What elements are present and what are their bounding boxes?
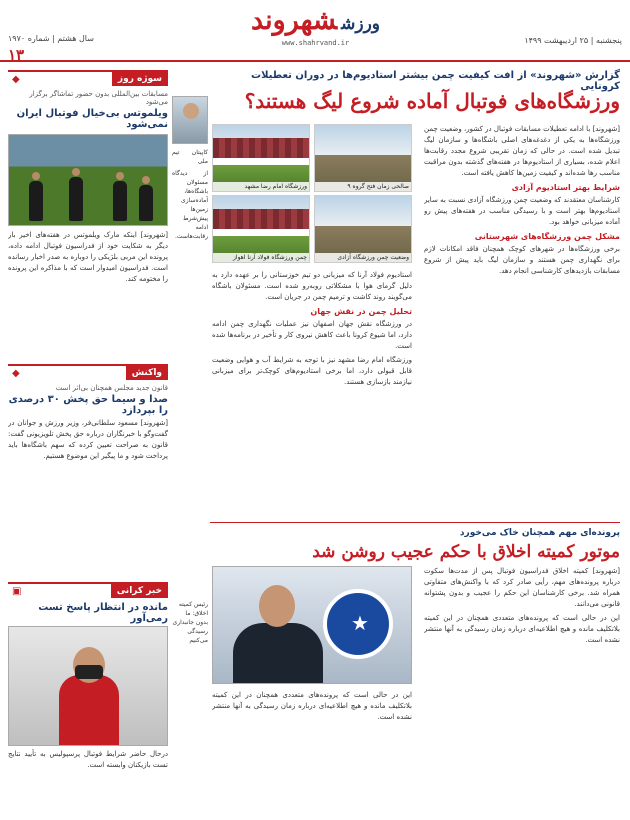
subheading: مشکل چمن ورزشگاه‌های شهرستانی — [474, 232, 620, 241]
body-text: برخی ورزشگاه‌ها در شهرهای کوچک همچنان فاقد امکانات لازم برای نگهداری چمن هستند و سازمان لیگ باید پیش از شروع مسابقات بازدیدهای کارشناسی انجام دهد. — [424, 245, 620, 275]
logo-section: ورزش — [341, 14, 381, 34]
bottom-column-1 — [424, 566, 620, 810]
newspaper-logo — [233, 6, 398, 50]
body-text: [شهروند] اینکه مارک ویلموتس در هفته‌های اخیر بار دیگر به شکایت خود از فدراسیون فوتبال ادامه داده، پرونده این مربی بلژیکی را دوباره به صدر اخبار رسانده است. فدراسیون امیدوار است که با مذاکره این پرونده را مختومه کند. — [8, 231, 168, 283]
logo-text: شهروند — [250, 5, 338, 36]
bottom-side-quote: رئیس کمیته اخلاق: ما بدون جانبداری رسیدگی می‌کنیم — [172, 601, 208, 644]
body-text: [شهروند] با ادامه تعطیلات مسابقات فوتبال در کشور، وضعیت چمن ورزشگاه‌ها به یکی از دغدغه‌های اصلی باشگاه‌ها و سازمان لیگ تبدیل شده است. در حالی که زمان تقریبی شروع مجدد رقابت‌ها اعلام شده، بسیاری از استادیوم‌ها در هفته‌های گذشته بدون مراقبت مناسب رها شده‌اند و کیفیت زمین‌ها کاهش یافته است. — [424, 125, 620, 177]
photo-caption: ورزشگاه امام رضا مشهد — [213, 182, 309, 191]
divider — [210, 522, 620, 523]
body-text: [شهروند] کمیته اخلاق فدراسیون فوتبال پس از مدت‌ها سکوت درباره پرونده‌های مهم، رأیی صادر کرد که با واکنش‌های متفاوتی همراه شد. برخی کارشناسان این حکم را عجیب و بدون پشتوانه قانونی می‌دانند. — [424, 567, 620, 608]
sidebar-right — [172, 96, 208, 596]
left-text-1 — [8, 230, 168, 360]
stadium-photo-4 — [212, 195, 310, 263]
section-tag-label: خبر کرانی — [111, 584, 168, 598]
photo-caption: چمن ورزشگاه فولاد آرنا اهواز — [213, 253, 309, 262]
subheading: تحلیل چمن در نقش جهان — [310, 307, 412, 316]
section-tag — [8, 70, 168, 86]
body-text: کارشناسان معتقدند که وضعیت چمن ورزشگاه آزادی نسبت به سایر استادیوم‌ها بهتر است و با رسیدگی مناسب در هفته‌های پیش رو آماده میزبانی خواهد بود. — [424, 196, 620, 226]
sidebar-quote: از دیدگاه مسئولان باشگاه‌ها، آماده‌سازی زمین‌ها پیش‌شرط ادامه رقابت‌هاست. — [172, 170, 208, 240]
lead-column-2 — [212, 270, 412, 522]
body-text: [شهروند] مسعود سلطانی‌فر، وزیر ورزش و جوانان در گفت‌وگو با خبرنگاران درباره حق پخش تلویزیونی گفت: قانون به صراحت تعیین کرده که سهم باشگاه‌ها باید پرداخت شود و ما پیگیر این موضوع هستیم. — [8, 419, 168, 460]
site-url: www.shahrvand.ir — [281, 39, 350, 47]
page-number: ۱۳ — [8, 46, 25, 64]
body-text: ورزشگاه امام رضا مشهد نیز با توجه به شرایط آب و هوایی وضعیت قابل قبولی دارد، اما برخی استادیوم‌های کوچک‌تر برای میزبانی نیازمند بازسازی هستند. — [212, 356, 412, 386]
left-text-3 — [8, 749, 168, 809]
photo-caption: وضعیت چمن ورزشگاه آزادی — [315, 253, 411, 262]
camera-icon: ▣ — [12, 585, 22, 597]
sidebar-caption-text: کاپیتان تیم ملی — [172, 149, 208, 165]
body-text: این در حالی است که پرونده‌های متعددی همچنان در این کمیته بلاتکلیف مانده و هیچ اطلاعیه‌ای درباره زمان رسیدگی به آنها منتشر نشده است. — [212, 691, 412, 721]
section-tag-label: واکنش — [126, 366, 168, 380]
sidebar-caption — [172, 148, 208, 428]
lead-kicker: گزارش «شهروند» از افت کیفیت چمن بیشتر استادیوم‌ها در دوران تعطیلات کرونایی — [251, 70, 620, 92]
bottom-column-2 — [212, 690, 412, 810]
left-kicker: مسابقات بین‌المللی بدون حضور تماشاگر برگزار می‌شود — [29, 90, 168, 106]
club-logo-icon — [323, 589, 393, 659]
training-photo — [8, 134, 168, 226]
body-text: این در حالی است که پرونده‌های متعددی همچنان در این کمیته بلاتکلیف مانده و هیچ اطلاعیه‌ای درباره زمان رسیدگی به آنها منتشر نشده است. — [424, 614, 620, 644]
body-text: درحال حاضر شرایط فوتبال پرسپولیس به تأیید نتایج تست بازیکنان وابسته است. — [8, 750, 168, 769]
left-kicker: قانون جدید مجلس همچنان بی‌اثر است — [55, 384, 168, 392]
stadium-photo-2 — [212, 124, 310, 192]
date-line: پنجشنبه | ۲۵ اردیبهشت ۱۴۹۹ — [524, 36, 622, 45]
photo-caption: صالحی زمان فتح گروه ۹ — [315, 182, 411, 191]
lead-column-1 — [424, 124, 620, 522]
left-text-2 — [8, 418, 168, 578]
bottom-kicker: پرونده‌ای مهم همچنان خاک می‌خورد — [459, 528, 620, 538]
section-tag — [8, 582, 168, 598]
player-masked-photo — [8, 626, 168, 746]
bullet-icon: ◆ — [12, 73, 20, 85]
issue-line: سال هشتم | شماره ۱۹۷۰ — [8, 34, 94, 43]
section-tag — [8, 364, 168, 380]
bottom-headline: موتور کمیته اخلاق با حکم عجیب روشن شد — [312, 542, 620, 562]
body-text: در ورزشگاه نقش جهان اصفهان نیز عملیات نگهداری چمن ادامه دارد، اما شیوع کرونا باعث کاهش نیروی کار و تأخیر در برنامه‌ها شده است. — [212, 320, 412, 350]
masthead — [0, 0, 630, 62]
stadium-photo-3 — [314, 195, 412, 263]
official-portrait-photo — [212, 566, 412, 684]
player-thumbnail — [172, 96, 208, 144]
left-headline: مانده در انتظار پاسخ تست رمی‌آور — [38, 602, 168, 624]
left-headline: صدا و سیما حق پخش ۳۰ درصدی را بپردازد — [8, 394, 168, 416]
lead-photo-grid — [212, 124, 412, 264]
section-tag-label: سوژه روز — [112, 72, 168, 86]
lead-headline: ورزشگاه‌های فوتبال آماده شروع لیگ هستند؟ — [244, 89, 620, 113]
body-text: استادیوم فولاد آرنا که میزبانی دو تیم خوزستانی را بر عهده دارد به دلیل گرمای هوا با مشکلاتی روبه‌رو شده است. مسئولان باشگاه می‌گویند روند کاشت و ترمیم چمن در جریان است. — [212, 271, 412, 301]
subheading: شرایط بهتر استادیوم آزادی — [511, 183, 620, 192]
bullet-icon: ◆ — [12, 367, 20, 379]
stadium-photo-1 — [314, 124, 412, 192]
left-headline: ویلموتس بی‌خیال فوتبال ایران نمی‌شود — [16, 108, 168, 130]
left-column — [8, 70, 168, 810]
